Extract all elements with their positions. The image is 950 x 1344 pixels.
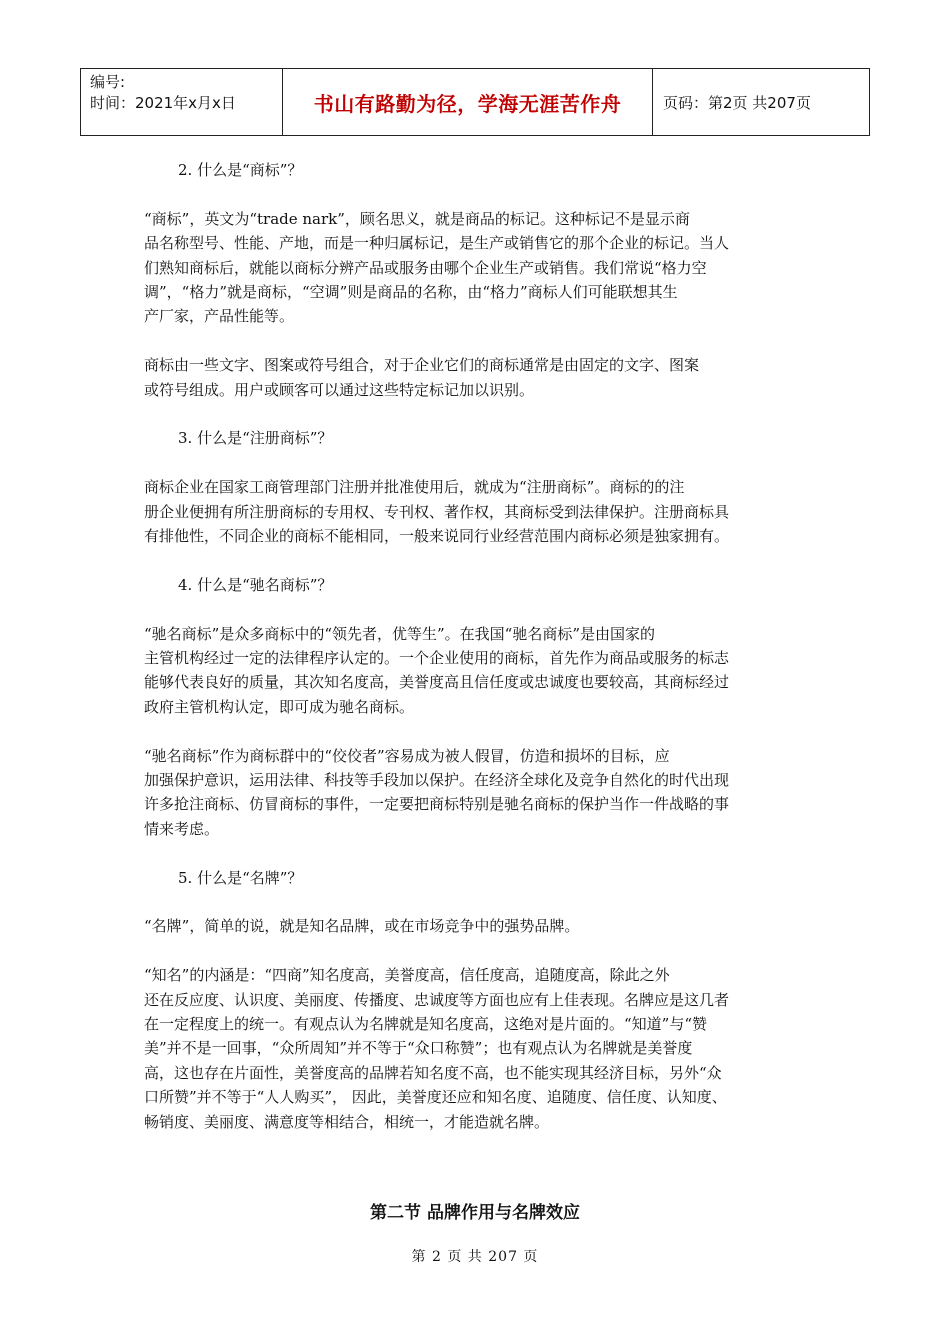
paragraph-line: 加强保护意识，运用法律、科技等手段加以保护。在经济全球化及竞争自然化的时代出现 (144, 771, 730, 790)
page-header (80, 68, 870, 136)
section-title: 第二节 品牌作用与名牌效应 (370, 1203, 580, 1223)
blank-line (144, 597, 806, 621)
blank-line (144, 451, 806, 475)
paragraph-line: “知名”的内涵是：“四商”知名度高，美誉度高，信任度高，追随度高，除此之外 (144, 966, 670, 985)
header-page-number: 页码：第2页 共207页 (663, 93, 811, 112)
doc-number-label: 编号: (90, 73, 126, 91)
paragraph-line: 许多抢注商标、仿冒商标的事件，一定要把商标特别是驰名商标的保护当作一件战略的事 (144, 795, 730, 814)
blank-line (144, 548, 806, 572)
paragraph-line: 政府主管机构认定，即可成为驰名商标。 (144, 697, 415, 716)
paragraph-line: 还在反应度、认识度、美丽度、传播度、忠诚度等方面也应有上佳表现。名牌应是这几者 (144, 990, 730, 1009)
paragraph-line: 产厂家，产品性能等。 (144, 307, 295, 326)
paragraph-line: 调”，“格力”就是商标，“空调”则是商品的名称，由“格力”商标人们可能联想其生 (144, 283, 678, 302)
blank-line (144, 939, 806, 963)
paragraph-line: 商标由一些文字、图案或符号组合，对于企业它们的商标通常是由固定的文字、图案 (144, 356, 700, 375)
header-motto: 书山有路勤为径，学海无涯苦作舟 (283, 69, 653, 135)
question-heading: 3. 什么是“注册商标”？ (178, 429, 333, 448)
blank-line (144, 719, 806, 743)
document-body (144, 158, 806, 1134)
paragraph-line: “商标”，英文为“trade nark”，顾名思义，就是商品的标记。这种标记不是显示商 (144, 209, 690, 228)
question-heading: 5. 什么是“名牌”？ (178, 868, 303, 887)
blank-line (144, 890, 806, 914)
paragraph-line: 主管机构经过一定的法律程序认定的。一个企业使用的商标，首先作为商品或服务的标志 (144, 649, 730, 668)
blank-line (144, 182, 806, 206)
paragraph-line: 能够代表良好的质量，其次知名度高，美誉度高且信任度或忠诚度也要较高，其商标经过 (144, 673, 730, 692)
question-heading: 2. 什么是“商标”？ (178, 161, 303, 179)
paragraph-line: 畅销度、美丽度、满意度等相结合，相统一，才能造就名牌。 (144, 1112, 550, 1131)
page-footer: 第 2 页 共 207 页 (411, 1249, 539, 1265)
paragraph-line: 们熟知商标后，就能以商标分辨产品或服务由哪个企业生产或销售。我们常说“格力空 (144, 258, 707, 277)
paragraph-line: 册企业便拥有所注册商标的专用权、专刊权、著作权，其商标受到法律保护。注册商标具 (144, 502, 730, 521)
question-heading: 4. 什么是“驰名商标”？ (178, 575, 333, 594)
paragraph-line: 商标企业在国家工商管理部门注册并批准使用后，就成为“注册商标”。商标的的注 (144, 478, 685, 497)
header-meta (81, 69, 283, 135)
doc-date-label: 时间：2021年x月x日 (90, 94, 236, 112)
paragraph-line: 情来考虑。 (144, 819, 220, 838)
blank-line (144, 841, 806, 865)
paragraph-line: 或符号组成。用户或顾客可以通过这些特定标记加以识别。 (144, 380, 535, 399)
paragraph-line: 美”并不是一回事，“众所周知”并不等于“众口称赞”；也有观点认为名牌就是美誉度 (144, 1039, 693, 1058)
blank-line (144, 329, 806, 353)
paragraph-line: “驰名商标”作为商标群中的“佼佼者”容易成为被人假冒，仿造和损坏的目标，应 (144, 746, 670, 765)
paragraph-line: “驰名商标”是众多商标中的“领先者，优等生”。在我国“驰名商标”是由国家的 (144, 624, 656, 643)
paragraph-line: 口所赞”并不等于“人人购买”， 因此，美誉度还应和知名度、追随度、信任度、认知度、 (144, 1088, 727, 1107)
paragraph-line: 高，这也存在片面性，美誉度高的品牌若知名度不高，也不能实现其经济目标，另外“众 (144, 1063, 722, 1082)
paragraph-line: 在一定程度上的统一。有观点认为名牌就是知名度高，这绝对是片面的。“知道”与“赞 (144, 1015, 708, 1034)
paragraph-line: “名牌”，简单的说，就是知名品牌，或在市场竞争中的强势品牌。 (144, 917, 580, 936)
paragraph-line: 有排他性，不同企业的商标不能相同，一般来说同行业经营范围内商标必须是独家拥有。 (144, 527, 730, 546)
paragraph-line: 品名称型号、性能、产地，而是一种归属标记，是生产或销售它的那个企业的标记。当人 (144, 234, 730, 253)
blank-line (144, 402, 806, 426)
